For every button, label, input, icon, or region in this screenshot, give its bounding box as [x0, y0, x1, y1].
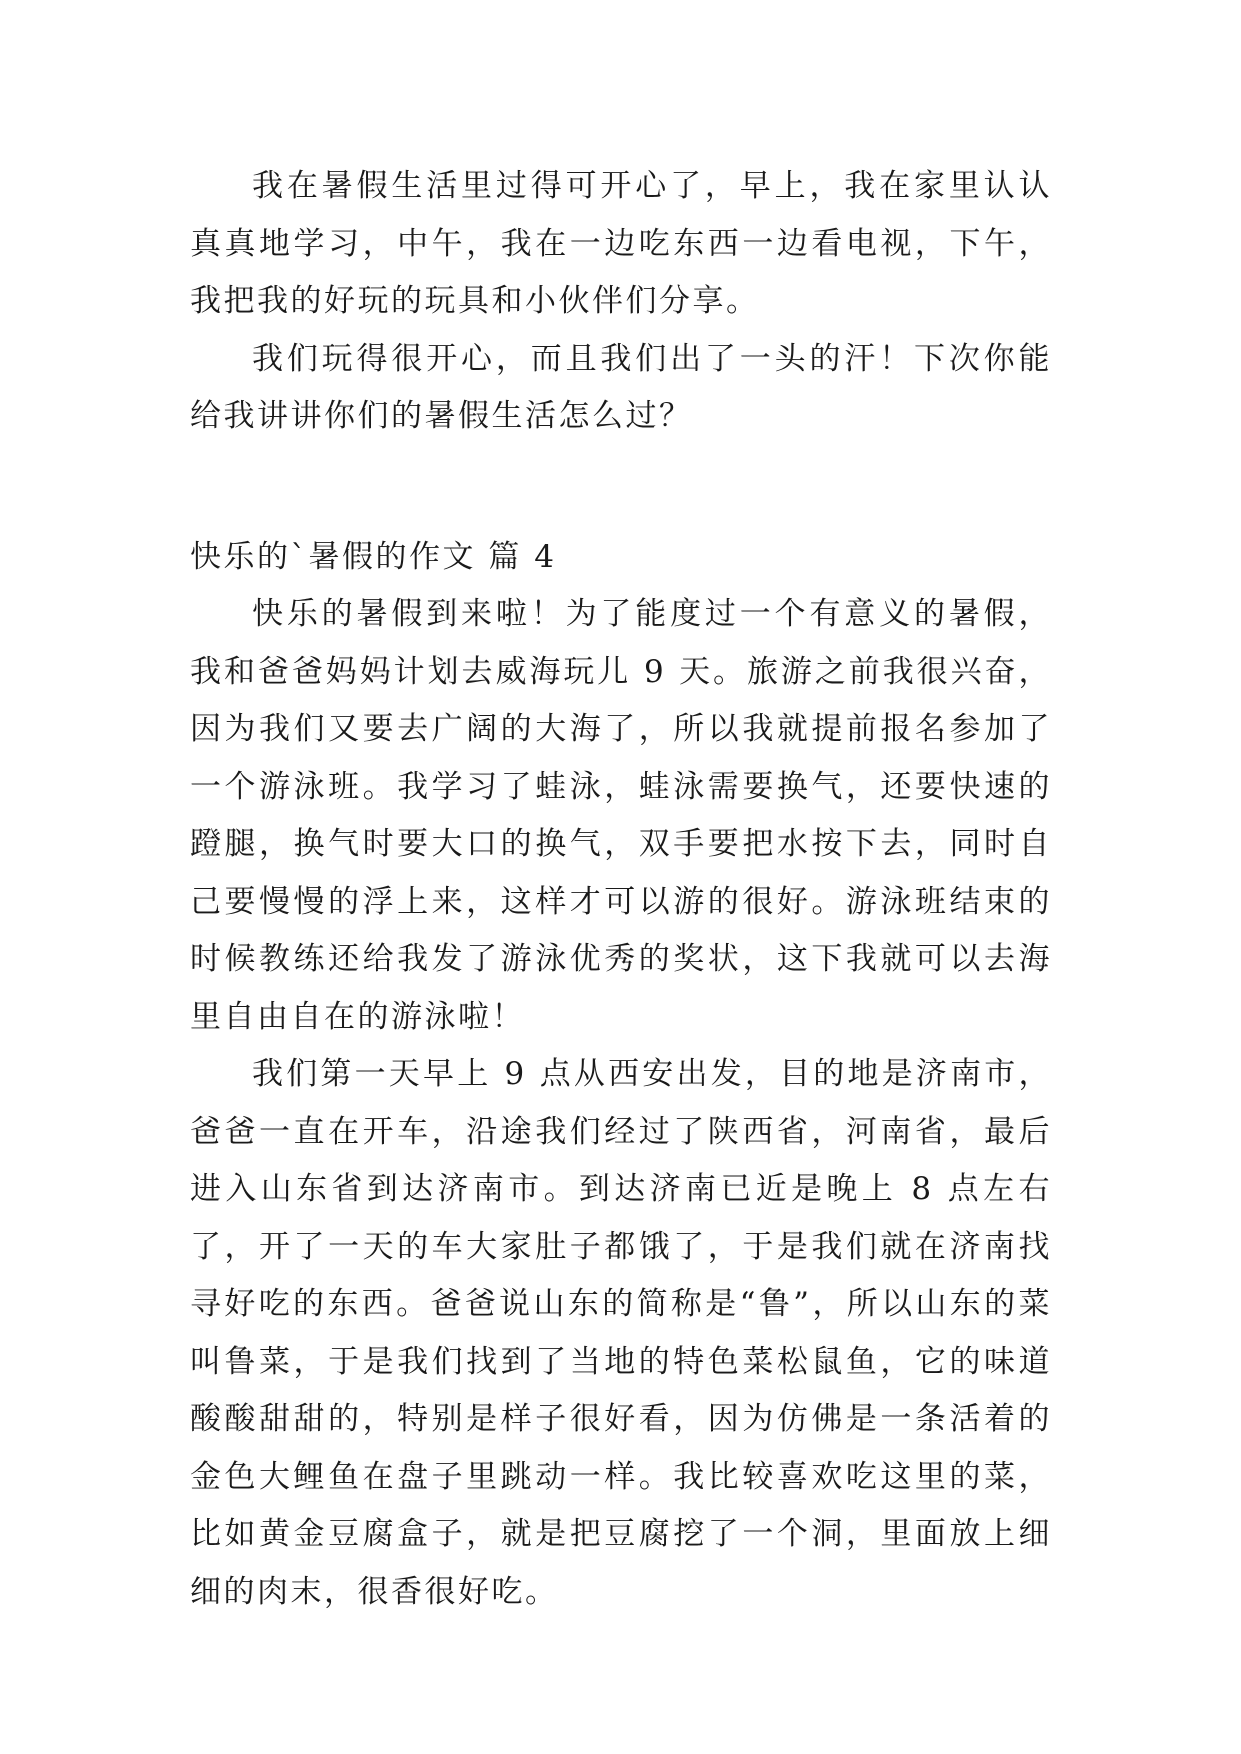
paragraph-summer-life: 我在暑假生活里过得可开心了，早上，我在家里认认真真地学习，中午，我在一边吃东西一边看电视，下午，我把我的好玩的玩具和小伙伴们分享。: [190, 168, 1052, 319]
essay-body: [190, 158, 1052, 1621]
paragraph-summer-arrives: 快乐的暑假到来啦！为了能度过一个有意义的暑假，我和爸爸妈妈计划去威海玩儿 9 天。旅游之前我很兴奋，因为我们又要去广阔的大海了，所以我就提前报名参加了一个游泳班。我学习了蛙泳，蛙泳需要换气，还要快速的蹬腿，换气时要大口的换气，双手要把水按下去，同时自己要慢慢的浮上来，这样才可以游的很好。游泳班结束的时候教练还给我发了游泳优秀的奖状，这下我就可以去海里自由自在的游泳啦！: [190, 596, 1052, 1035]
paragraph-playing-happily: 我们玩得很开心，而且我们出了一头的汗！下次你能给我讲讲你们的暑假生活怎么过？: [190, 340, 1052, 434]
section-title: 快乐的`暑假的作文 篇 4: [190, 538, 557, 575]
paragraph-first-day-trip: 我们第一天早上 9 点从西安出发，目的地是济南市，爸爸一直在开车，沿途我们经过了陕西省，河南省，最后进入山东省到达济南市。到达济南已近是晚上 8 点左右了，开了一天的车大家肚子都饿了，于是我们就在济南找寻好吃的东西。爸爸说山东的简称是“鲁”，所以山东的菜叫鲁菜，于是我们找到了当地的特色菜松鼠鱼，它的味道酸酸甜甜的，特别是样子很好看，因为仿佛是一条活着的金色大鲤鱼在盘子里跳动一样。我比较喜欢吃这里的菜，比如黄金豆腐盒子，就是把豆腐挖了一个洞，里面放上细细的肉末，很香很好吃。: [190, 1056, 1052, 1610]
